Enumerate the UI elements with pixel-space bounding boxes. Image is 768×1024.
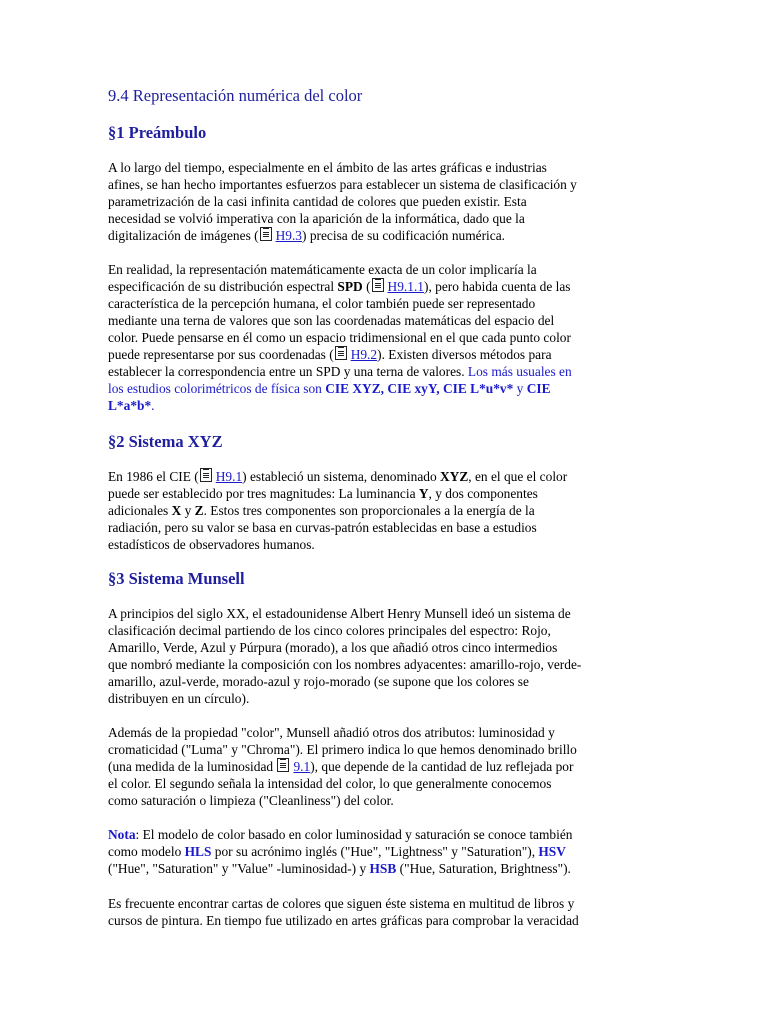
text-line: Además de la propiedad "color", Munsell añadió otros dos atributos: luminosidad y: [108, 725, 555, 740]
term-z: Z: [194, 503, 204, 518]
text-line: el color. El segundo señala la intensidad del color, lo que generalmente conocemos: [108, 776, 552, 791]
text-line: parametrización de la casi infinita cantidad de colores que pueden existir. Esta: [108, 194, 527, 209]
text-run: ) precisa de su codificación numérica.: [302, 228, 506, 243]
paragraph-preambulo-1: [108, 159, 660, 244]
text-line: [108, 397, 660, 414]
text-line: [108, 502, 660, 519]
term-x: X: [171, 503, 182, 518]
section-heading-munsell: §3 Sistema Munsell: [108, 569, 245, 588]
paragraph-xyz-1: [108, 468, 660, 553]
text-line: clasificación decimal partiendo de los cinco colores principales del espectro: Rojo,: [108, 623, 551, 638]
text-line: En realidad, la representación matemáticamente exacta de un color implicaría la: [108, 262, 537, 277]
text-line: que nombró mediante la composición con los nombres adyacentes: amarillo-rojo, verde-: [108, 657, 582, 672]
text-run: , y dos componentes: [428, 486, 538, 501]
text-line: [108, 346, 660, 363]
document-icon: [335, 346, 347, 360]
text-line: [108, 843, 660, 860]
text-line: necesidad se volvió imperativa con la aparición de la informática, dado que la: [108, 211, 525, 226]
highlight-text: Los más usuales en: [467, 364, 572, 379]
text-run: por su acrónimo inglés ("Hue", "Lightness" y "Saturation"),: [211, 844, 539, 859]
text-line: cromaticidad ("Luma" y "Chroma"). El primero indica lo que hemos denominado brillo: [108, 742, 577, 757]
term-hsv: HSV: [538, 844, 566, 859]
text-line: estadísticos de observadores humanos.: [108, 537, 315, 552]
paragraph-munsell-4: [108, 895, 660, 929]
text-run: y: [181, 503, 195, 518]
text-line: A lo largo del tiempo, especialmente en el ámbito de las artes gráficas e industrias: [108, 160, 547, 175]
text-run: como modelo: [108, 844, 185, 859]
note-label: Nota: [108, 827, 136, 842]
text-line: Amarillo, Verde, Azul y Púrpura (morado), a los que añadió otros cinco intermedios: [108, 640, 558, 655]
page-title: 9.4 Representación numérica del color: [108, 86, 363, 105]
document-icon: [200, 468, 212, 482]
link-h9-1[interactable]: H9.1: [215, 469, 243, 484]
text-run: ("Hue", "Saturation" y "Value" -luminosidad-) y: [108, 861, 370, 876]
paragraph-preambulo-2: [108, 261, 660, 414]
document-icon: [372, 278, 384, 292]
text-run: ) estableció un sistema, denominado: [242, 469, 441, 484]
section-heading-xyz: §2 Sistema XYZ: [108, 432, 223, 451]
text-run: ("Hue, Saturation, Brightness").: [396, 861, 571, 876]
text-run: puede ser establecido por tres magnitudes: La luminancia: [108, 486, 419, 501]
text-line: amarillo, azul-verde, morado-azul y rojo-morado (se supone que los colores se: [108, 674, 529, 689]
term-y: Y: [418, 486, 429, 501]
text-line: característica de la percepción humana, el color también puede ser representado: [108, 296, 536, 311]
link-9-1[interactable]: 9.1: [293, 759, 311, 774]
text-line: [108, 758, 660, 775]
text-run: ), pero habida cuenta de las: [424, 279, 571, 294]
text-line: [108, 485, 660, 502]
text-run: especificación de su distribución espectral: [108, 279, 338, 294]
text-line: Es frecuente encontrar cartas de colores que siguen éste sistema en multitud de libros y: [108, 896, 575, 911]
text-run: (una medida de la luminosidad: [108, 759, 277, 774]
text-run: (: [362, 279, 371, 294]
text-run: digitalización de imágenes (: [108, 228, 259, 243]
text-line: A principios del siglo XX, el estadounidense Albert Henry Munsell ideó un sistema de: [108, 606, 571, 621]
term-spd: SPD: [337, 279, 363, 294]
link-h9-1-1[interactable]: H9.1.1: [387, 279, 424, 294]
text-line: [108, 227, 660, 244]
text-line: radiación, pero su valor se basa en curvas-patrón establecidas en base a estudios: [108, 520, 537, 535]
term-hsb: HSB: [369, 861, 397, 876]
term-cie-models: CIE XYZ, CIE xyY, CIE L*u*v*: [325, 381, 514, 396]
text-line: [108, 468, 660, 485]
link-h9-3[interactable]: H9.3: [275, 228, 303, 243]
link-h9-2[interactable]: H9.2: [350, 347, 378, 362]
text-line: distribuyen en un círculo).: [108, 691, 250, 706]
text-line: color. Puede pensarse en él como un espacio tridimensional en el que cada punto color: [108, 330, 571, 345]
paragraph-munsell-2: [108, 724, 660, 809]
term-xyz: XYZ: [440, 469, 469, 484]
text-run: . Estos tres componentes son proporcionales a la energía de la: [203, 503, 535, 518]
paragraph-munsell-1: [108, 605, 660, 707]
text-line: cursos de pintura. En tiempo fue utilizado en artes gráficas para comprobar la veracidad: [108, 913, 579, 928]
text-line: [108, 826, 660, 843]
text-run: ). Existen diversos métodos para: [377, 347, 552, 362]
document-icon: [277, 758, 289, 772]
term-lab: L*a*b*: [108, 398, 152, 413]
section-heading-preambulo: §1 Preámbulo: [108, 123, 207, 142]
text-run: y: [513, 381, 527, 396]
text-line: afines, se han hecho importantes esfuerzos para establecer un sistema de clasificación y: [108, 177, 577, 192]
text-run: , en el que el color: [468, 469, 568, 484]
text-run: los estudios colorimétricos de física son: [108, 381, 326, 396]
text-run: En 1986 el CIE (: [108, 469, 199, 484]
text-line: [108, 380, 660, 397]
term-hls: HLS: [184, 844, 212, 859]
text-run: adicionales: [108, 503, 172, 518]
text-run: ), que depende de la cantidad de luz reflejada por: [310, 759, 574, 774]
text-line: [108, 278, 660, 295]
text-run: .: [151, 398, 155, 413]
term-cie: CIE: [526, 381, 551, 396]
text-run: establecer la correspondencia entre un SPD y una terna de valores.: [108, 364, 468, 379]
text-line: como saturación o limpieza ("Cleanliness") del color.: [108, 793, 394, 808]
text-line: [108, 860, 660, 877]
text-line: mediante una terna de valores que son las coordenadas matemáticas del espacio del: [108, 313, 555, 328]
text-run: puede representarse por sus coordenadas (: [108, 347, 334, 362]
paragraph-munsell-note: [108, 826, 660, 877]
document-icon: [260, 227, 272, 241]
text-line: [108, 363, 660, 380]
text-run: : El modelo de color basado en color luminosidad y saturación se conoce también: [135, 827, 573, 842]
